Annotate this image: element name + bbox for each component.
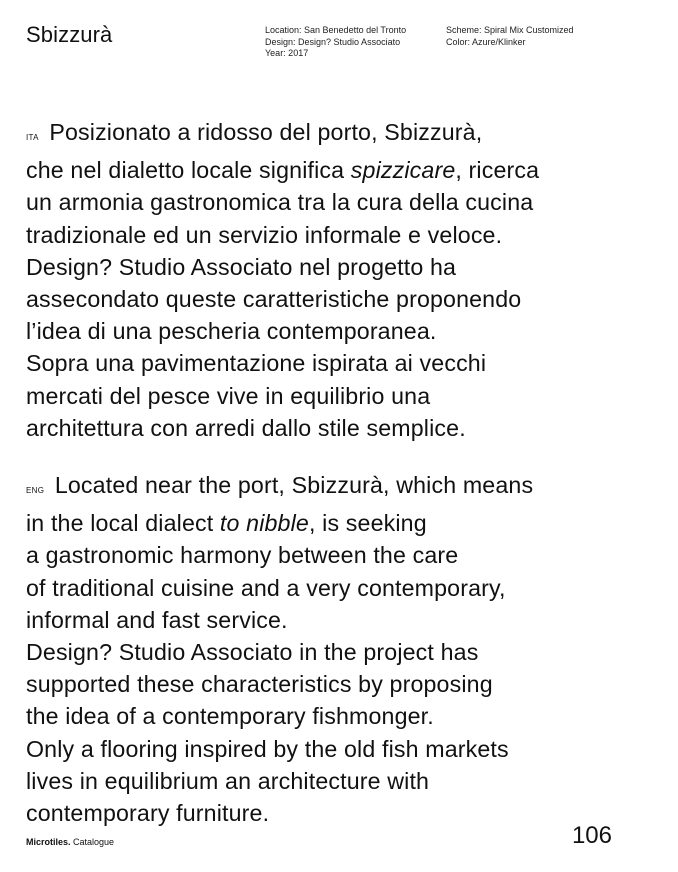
text-line: Only a flooring inspired by the old fish markets bbox=[26, 735, 509, 762]
text-line: assecondato queste caratteristiche proponendo bbox=[26, 286, 522, 313]
text-line: tradizionale ed un servizio informale e veloce. bbox=[26, 221, 503, 248]
scheme-text: Scheme: Spiral Mix Customized bbox=[446, 25, 574, 35]
text-line: the idea of a contemporary fishmonger. bbox=[26, 703, 434, 730]
project-info bbox=[265, 25, 406, 60]
text-line: in the local dialect to nibble, is seeking bbox=[26, 510, 427, 537]
text-line: ITA Posizionato a ridosso del porto, Sbizzurà, bbox=[26, 119, 483, 145]
italic-term: spizzicare bbox=[350, 157, 456, 184]
text-line: a gastronomic harmony between the care bbox=[26, 542, 459, 569]
color-text: Color: Azure/Klinker bbox=[446, 36, 526, 47]
text-line: lives in equilibrium an architecture with bbox=[26, 767, 430, 794]
page-title: Sbizzurà bbox=[26, 22, 113, 47]
language-tag-eng: ENG bbox=[26, 486, 45, 495]
text-line: che nel dialetto locale significa spizzicare, ricerca bbox=[26, 157, 540, 184]
brand-name: Microtiles. bbox=[26, 837, 71, 847]
italic-term: to nibble bbox=[219, 510, 309, 537]
text-line: Sopra una pavimentazione ispirata ai vecchi bbox=[26, 350, 487, 377]
page-number: 106 bbox=[571, 822, 612, 849]
text-line: contemporary furniture. bbox=[26, 800, 270, 827]
year-text: Year: 2017 bbox=[265, 48, 309, 58]
text-line: l’idea di una pescheria contemporanea. bbox=[26, 318, 437, 345]
text-line: Design? Studio Associato in the project has bbox=[26, 639, 479, 666]
english-paragraph bbox=[26, 469, 666, 829]
text-line: supported these characteristics by proposing bbox=[26, 671, 493, 698]
language-tag-ita: ITA bbox=[26, 133, 39, 142]
product-info bbox=[446, 25, 574, 48]
text-line: architettura con arredi dallo stile semplice. bbox=[26, 414, 466, 441]
text-line: mercati del pesce vive in equilibrio una bbox=[26, 382, 431, 409]
design-text: Design: Design? Studio Associato bbox=[265, 36, 401, 47]
catalogue-footer bbox=[26, 837, 114, 847]
location-text: Location: San Benedetto del Tronto bbox=[265, 25, 407, 35]
text-line: un armonia gastronomica tra la cura della cucina bbox=[26, 189, 534, 216]
text-line: ENG Located near the port, Sbizzurà, which means bbox=[26, 472, 534, 498]
text-line: informal and fast service. bbox=[26, 606, 288, 633]
text-line: of traditional cuisine and a very contemporary, bbox=[26, 574, 506, 601]
catalogue-label: Catalogue bbox=[73, 837, 115, 847]
italian-paragraph bbox=[26, 116, 666, 444]
text-line: Design? Studio Associato nel progetto ha bbox=[26, 253, 457, 280]
